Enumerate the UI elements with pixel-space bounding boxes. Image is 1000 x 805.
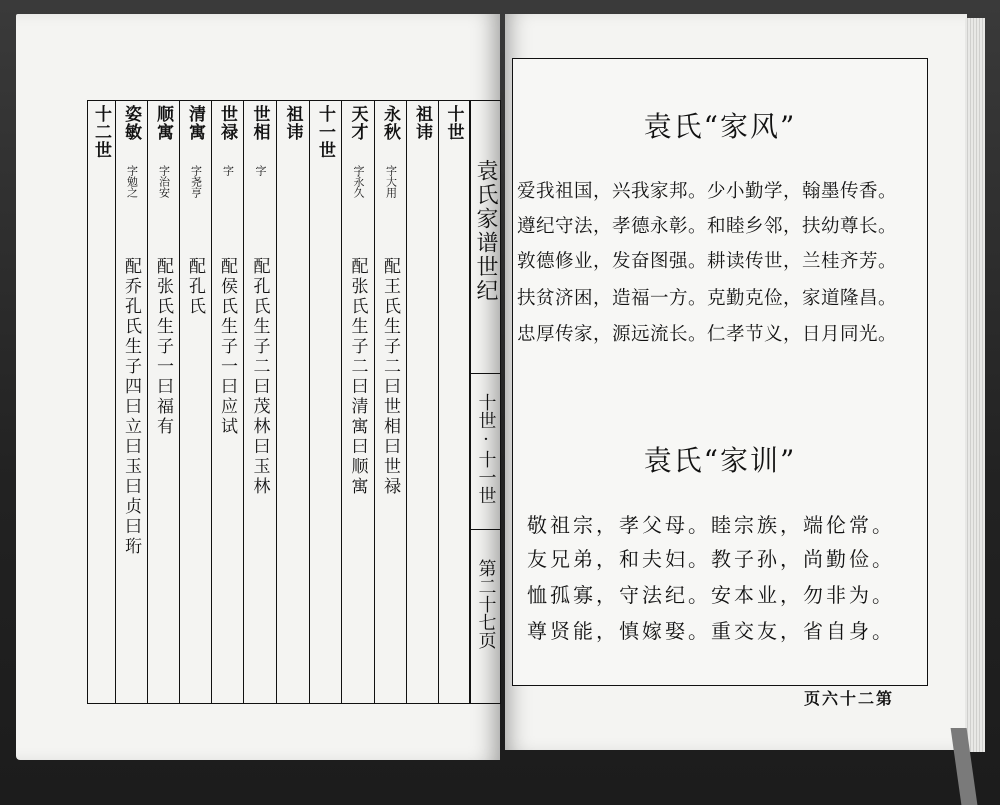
column-spouse-children: 配张氏生子二曰清寓曰顺寓 (347, 257, 368, 497)
column-name: 十世 (443, 105, 464, 141)
column-spouse-children: 配乔孔氏生子四曰立曰玉曰贞曰珩 (121, 257, 141, 557)
column-ancestor-label (407, 101, 439, 703)
column-courtesy-name: 字大用 (384, 165, 398, 198)
column-person-shilu (212, 101, 244, 703)
column-name: 十二世 (91, 105, 111, 159)
jiaxun-line: 恤孤寡，守法纪。安本业，勿非为。 (527, 583, 895, 607)
jiaxun-title: 袁氏“家训” (643, 444, 797, 477)
column-name: 世禄 (217, 105, 237, 141)
column-courtesy-name: 字 (221, 165, 235, 176)
generation-label: 十世·十一世 (475, 393, 497, 504)
column-spouse-children: 配张氏生子一曰福有 (153, 257, 173, 437)
jiafeng-line: 爱我祖国，兴我家邦。少小勤学，翰墨传香。 (517, 181, 898, 202)
column-person-shixiang (244, 101, 277, 703)
column-name: 祖讳 (412, 105, 432, 141)
column-generation-10 (439, 101, 470, 703)
column-name: 祖讳 (282, 105, 303, 141)
page-edges (965, 18, 985, 752)
column-spouse-children: 配孔氏生子二曰茂林曰玉林 (249, 257, 270, 497)
column-spouse-children: 配侯氏生子一曰应试 (217, 257, 237, 437)
jiaxun-line: 尊贤能，慎嫁娶。重交友，省自身。 (527, 619, 895, 643)
column-name: 姿敏 (121, 105, 141, 141)
column-spouse-children: 配王氏生子二曰世相曰世禄 (380, 257, 400, 497)
left-page-number: 第二十七页 (475, 559, 497, 649)
genealogy-table (87, 100, 501, 704)
column-person-shunyu (148, 101, 180, 703)
column-name: 世相 (249, 105, 270, 141)
divider (471, 373, 500, 374)
divider (471, 529, 500, 530)
column-person-tiancai (342, 101, 375, 703)
column-person-yongqiu (375, 101, 407, 703)
right-page-number: 页六十二第 (804, 689, 895, 708)
jiaxun-line: 敬祖宗，孝父母。睦宗族，端伦常。 (527, 513, 895, 537)
column-generation-12 (88, 101, 116, 703)
column-name: 十一世 (315, 105, 335, 159)
column-name: 天才 (347, 105, 368, 141)
column-name: 顺寓 (153, 105, 173, 141)
column-courtesy-name: 字永久 (352, 165, 365, 198)
genealogy-title: 袁氏家谱世纪 (473, 159, 498, 303)
jiafeng-line: 敦德修业，发奋图强。耕读传世，兰桂齐芳。 (517, 251, 898, 272)
jiafeng-line: 扶贫济困，造福一方。克勤克俭，家道隆昌。 (517, 288, 898, 309)
page-header-box (470, 100, 501, 704)
column-courtesy-name: 字治安 (157, 165, 171, 198)
column-name: 永秋 (380, 105, 400, 141)
column-person-zimin (116, 101, 148, 703)
column-generation-11 (310, 101, 342, 703)
column-courtesy-name: 字 (254, 165, 267, 176)
jiafeng-title: 袁氏“家风” (643, 110, 797, 143)
column-courtesy-name: 字尧亨 (189, 165, 203, 198)
family-motto-frame (512, 58, 928, 686)
jiaxun-line: 友兄弟，和夫妇。教子孙，尚勤俭。 (527, 547, 895, 571)
column-name: 清寓 (185, 105, 205, 141)
jiafeng-line: 忠厚传家，源远流长。仁孝节义，日月同光。 (517, 324, 898, 345)
column-courtesy-name: 字勉之 (125, 165, 139, 198)
column-person-qingyu (180, 101, 212, 703)
column-spouse-children: 配孔氏 (185, 257, 205, 317)
jiafeng-line: 遵纪守法，孝德永彰。和睦乡邻，扶幼尊长。 (517, 216, 898, 237)
column-ancestor-label (277, 101, 310, 703)
